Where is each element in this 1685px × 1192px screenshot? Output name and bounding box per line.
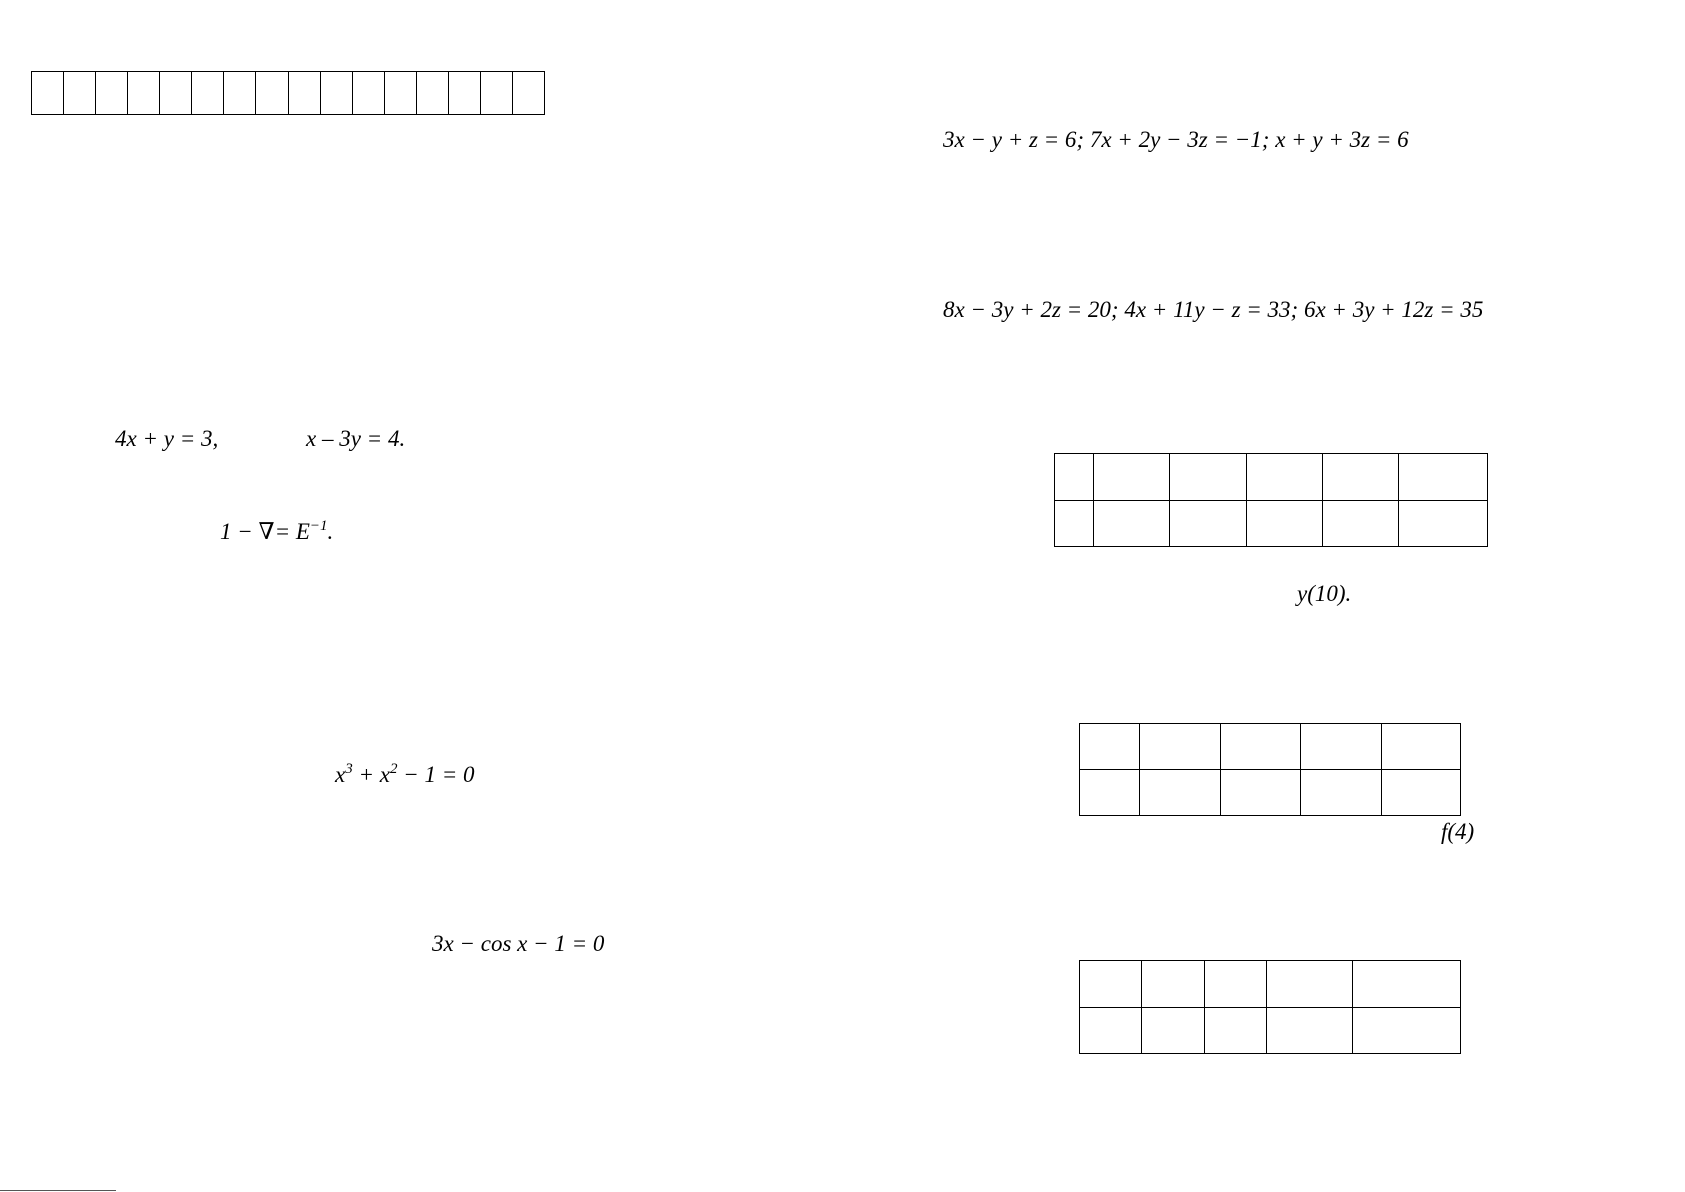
table-cell: [1080, 961, 1142, 1008]
cubic-mid: + x: [352, 762, 390, 787]
data-table-3: [1079, 960, 1461, 1054]
table-cell: [1247, 500, 1323, 547]
table-row: [1080, 961, 1461, 1008]
linear-system-2: 8x − 3y + 2z = 20; 4x + 11y − z = 33; 6x + 3y + 12z = 35: [943, 297, 1484, 322]
table-cell: [1139, 724, 1220, 770]
table-cell: [1220, 724, 1301, 770]
roll-box: [416, 72, 448, 115]
table-cell: [1055, 454, 1094, 501]
roll-box: [128, 72, 160, 115]
roll-box: [320, 72, 352, 115]
roll-box: [352, 72, 384, 115]
cubic-equation: [335, 761, 475, 789]
table-cell: [1170, 500, 1247, 547]
roll-box: [96, 72, 128, 115]
table-cell: [1204, 961, 1267, 1008]
operator-identity: [220, 518, 333, 546]
table-row: [1055, 500, 1488, 547]
cubic-exponent-3: 3: [345, 761, 353, 777]
data-table-2: [1079, 723, 1461, 816]
table-cell: [1353, 1007, 1461, 1054]
linear-equation-1: 4x + y = 3,: [115, 426, 219, 451]
roll-box: [512, 72, 544, 115]
cubic-exponent-2: 2: [389, 761, 398, 777]
roll-box: [256, 72, 288, 115]
table-cell: [1141, 961, 1204, 1008]
roll-box: [480, 72, 512, 115]
table-row: [1080, 724, 1461, 770]
roll-box: [192, 72, 224, 115]
table-cell: [1323, 500, 1399, 547]
roll-box: [64, 72, 96, 115]
table-row: [1055, 454, 1488, 501]
operator-identity-exponent: −1: [309, 518, 328, 534]
roll-number-boxes: [31, 71, 545, 115]
table-cell: [1080, 1007, 1142, 1054]
table-cell: [1080, 724, 1140, 770]
table-row: [1080, 1007, 1461, 1054]
table-cell: [1094, 500, 1170, 547]
table-cell: [1267, 961, 1353, 1008]
roll-box: [288, 72, 320, 115]
table-cell: [1382, 724, 1461, 770]
cubic-tail: − 1 = 0: [397, 762, 475, 787]
table-cell: [1247, 454, 1323, 501]
label-f4: f(4): [1441, 819, 1475, 844]
table-cell: [1301, 770, 1382, 816]
table-cell: [1353, 961, 1461, 1008]
table-cell: [1399, 500, 1488, 547]
linear-system-1: 3x − y + z = 6; 7x + 2y − 3z = −1; x + y + 3z = 6: [943, 127, 1409, 152]
label-y10: y(10).: [1297, 581, 1352, 606]
table-cell: [1220, 770, 1301, 816]
table-cell: [1055, 500, 1094, 547]
table-cell: [1139, 770, 1220, 816]
cubic-x: x: [335, 762, 346, 787]
table-row: [1080, 770, 1461, 816]
data-table-1: [1054, 453, 1488, 547]
table-cell: [1141, 1007, 1204, 1054]
table-cell: [1301, 724, 1382, 770]
linear-equation-2: x – 3y = 4.: [306, 426, 406, 451]
transcendental-equation: 3x − cos x − 1 = 0: [432, 931, 605, 956]
table-cell: [1382, 770, 1461, 816]
operator-identity-tail: .: [327, 519, 334, 544]
operator-identity-lhs: 1 − ∇= E: [220, 519, 310, 544]
table-cell: [1323, 454, 1399, 501]
roll-box: [32, 72, 64, 115]
table-cell: [1094, 454, 1170, 501]
table-cell: [1170, 454, 1247, 501]
roll-box: [448, 72, 480, 115]
table-cell: [1080, 770, 1140, 816]
roll-box: [160, 72, 192, 115]
table-cell: [1267, 1007, 1353, 1054]
table-cell: [1399, 454, 1488, 501]
table-cell: [1204, 1007, 1267, 1054]
footnote-separator: [0, 1190, 116, 1191]
roll-box: [384, 72, 416, 115]
roll-box: [224, 72, 256, 115]
